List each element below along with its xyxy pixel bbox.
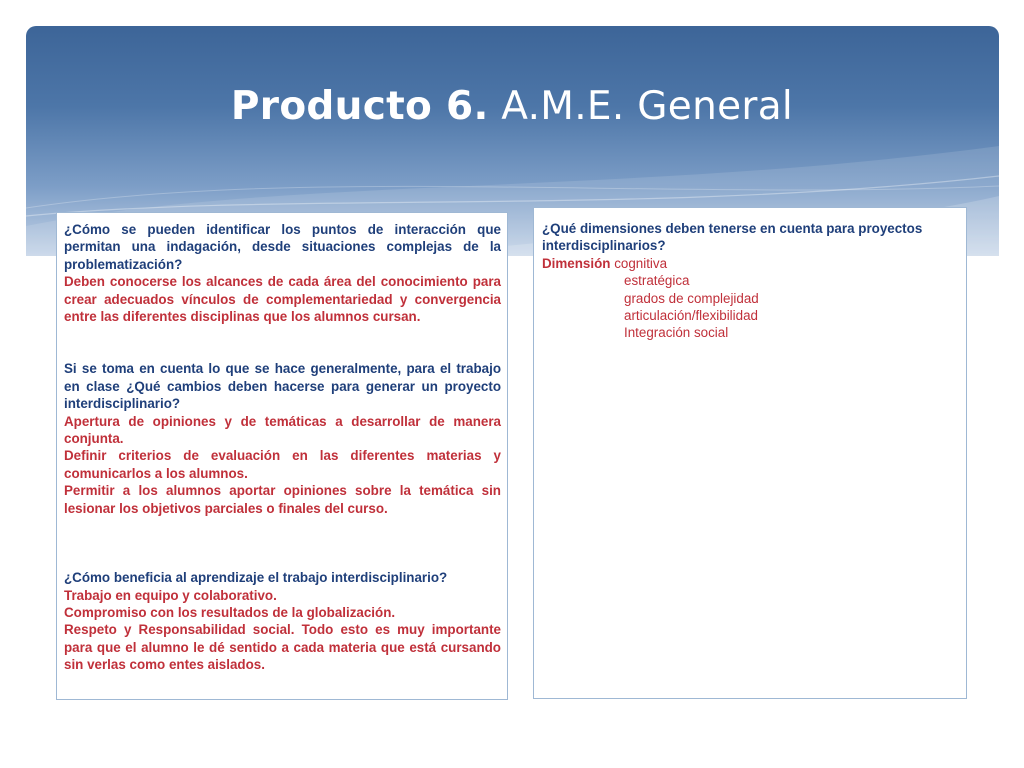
- section2-question: Si se toma en cuenta lo que se hace generalmente, para el trabajo en clase ¿Qué cambios deben hacerse para generar un proyecto interdisciplinario?: [64, 361, 501, 412]
- page-title: [0, 84, 1024, 129]
- left-panel-content: [64, 221, 501, 674]
- dimension-item: articulación/flexibilidad: [624, 308, 758, 324]
- dimensions-question: ¿Qué dimensiones deben tenerse en cuenta para proyectos interdisciplinarios?: [542, 221, 923, 254]
- dimension-row: [542, 255, 960, 272]
- dimension-item: estratégica: [624, 273, 690, 289]
- section2-answer-2: Definir criterios de evaluación en las diferentes materias y comunicarlos a los alumnos.: [64, 448, 501, 481]
- dimension-item: Integración social: [624, 325, 729, 341]
- right-panel-content: [542, 220, 960, 342]
- section2-answer-3: Permitir a los alumnos aportar opiniones sobre la temática sin lesionar los objetivos parciales o finales del curso.: [64, 483, 501, 516]
- dimension-item: cognitiva: [614, 255, 668, 271]
- section3-answer-2: Compromiso con los resultados de la globalización.: [64, 604, 396, 620]
- section3-question: ¿Cómo beneficia al aprendizaje el trabajo interdisciplinario?: [64, 570, 448, 586]
- section3-answer-3: Respeto y Responsabilidad social. Todo esto es muy importante para que el alumno le dé sentido a cada materia que está cursando sin verlas como entes aislados.: [64, 622, 501, 673]
- section2-answer-1: Apertura de opiniones y de temáticas a desarrollar de manera conjunta.: [64, 413, 501, 447]
- dimension-item: grados de complejidad: [624, 290, 759, 306]
- spacer: [64, 517, 501, 569]
- dimension-label: Dimensión: [542, 255, 611, 271]
- section1-answer: Deben conocerse los alcances de cada área del conocimiento para crear adecuados vínculos de complementariedad y convergencia entre las diferentes disciplinas que los alumnos cursan.: [64, 274, 501, 325]
- right-panel: [533, 207, 967, 699]
- section3-answer-1: Trabajo en equipo y colaborativo.: [64, 587, 277, 603]
- spacer: [64, 325, 501, 360]
- title-bold: Producto 6.: [230, 84, 489, 129]
- section1-question: ¿Cómo se pueden identificar los puntos de interacción que permitan una indagación, desde situaciones complejas de la problematización?: [64, 222, 501, 272]
- title-rest: A.M.E. General: [501, 84, 794, 129]
- left-panel: [56, 212, 508, 700]
